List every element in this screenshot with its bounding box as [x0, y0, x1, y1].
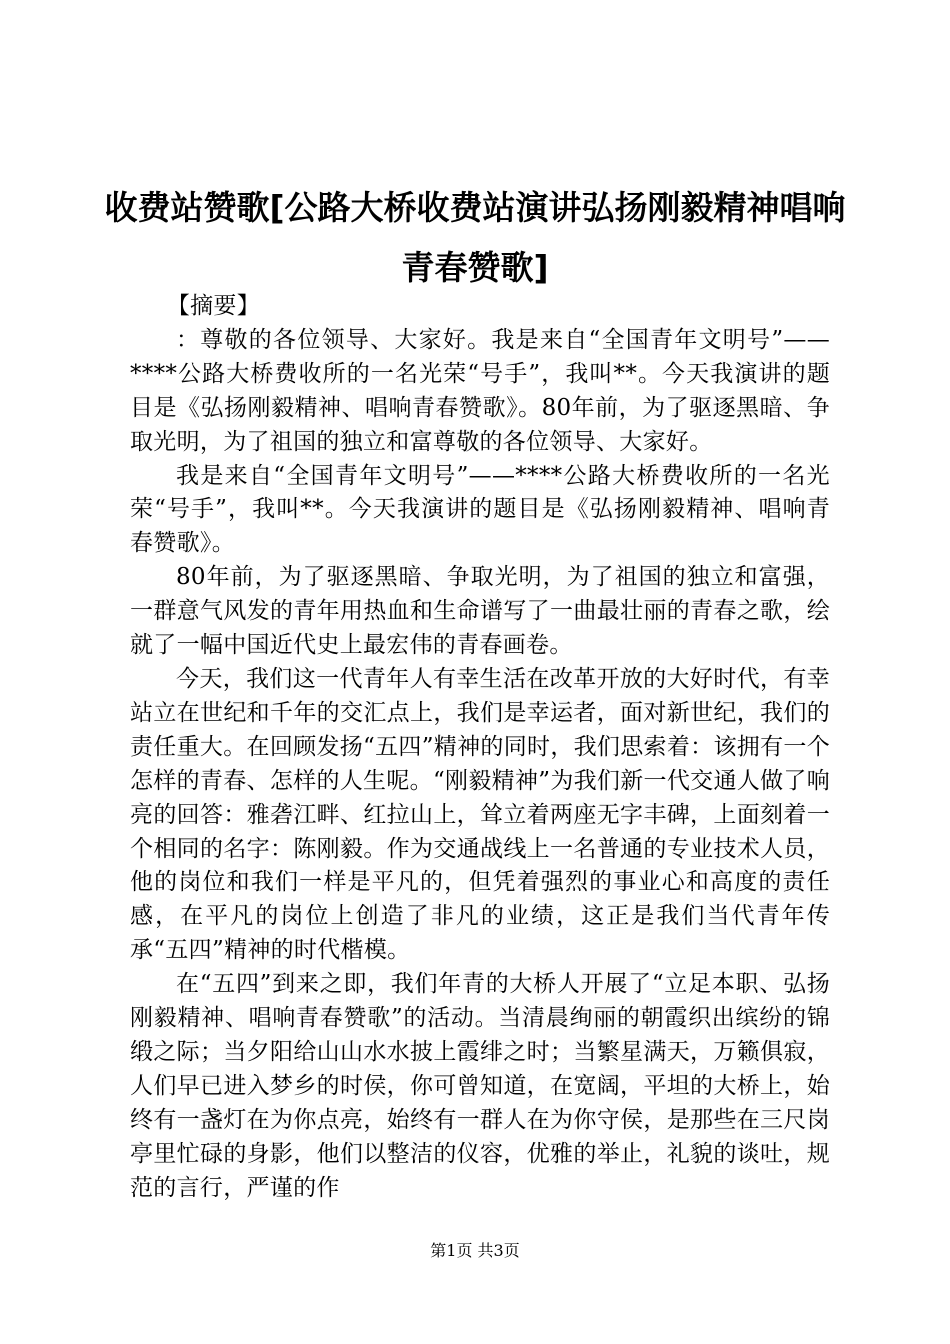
page-footer: 第1页 共3页 — [430, 1241, 520, 1260]
document-title: 收费站赞歌[公路大桥收费站演讲弘扬刚毅精神唱响青春赞歌] — [104, 188, 846, 287]
paragraph-4: 今天，我们这一代青年人有幸生活在改革开放的大好时代，有幸站立在世纪和千年的交汇点上，我们是幸运者，面对新世纪，我们的责任重大。在回顾发扬“五四”精神的同时，我们思索着：该拥有一个怎样的青春、怎样的人生呢。“刚毅精神”为我们新一代交通人做了响亮的回答：雅砻江畔、红拉山上，耸立着两座无字丰碑，上面刻着一个相同的名字：陈刚毅。作为交通战线上一名普通的专业技术人员，他的岗位和我们一样是平凡的，但凭着强烈的事业心和高度的责任感，在平凡的岗位上创造了非凡的业绩，这正是我们当代青年传承“五四”精神的时代楷模。 — [130, 665, 830, 964]
abstract-label: 【摘要】 — [166, 293, 260, 319]
paragraph-5: 在“五四”到来之即，我们年青的大桥人开展了“立足本职、弘扬刚毅精神、唱响青春赞歌”的活动。当清晨绚丽的朝霞织出缤纷的锦缎之际；当夕阳给山山水水披上霞绯之时；当繁星满天，万籁俱寂，人们早已进入梦乡的时侯，你可曾知道，在宽阔，平坦的大桥上，始终有一盏灯在为你点亮，始终有一群人在为你守侯，是那些在三尺岗亭里忙碌的身影，他们以整洁的仪容，优雅的举止，礼貌的谈吐，规范的言行，严谨的作 — [130, 971, 830, 1201]
document-body — [130, 290, 830, 1205]
paragraph-3: 80年前，为了驱逐黑暗、争取光明，为了祖国的独立和富强，一群意气风发的青年用热血和生命谱写了一曲最壮丽的青春之歌，绘就了一幅中国近代史上最宏伟的青春画卷。 — [130, 564, 830, 659]
paragraph-1: ：尊敬的各位领导、大家好。我是来自“全国青年文明号”——****公路大桥费收所的一名光荣“号手”，我叫**。今天我演讲的题目是《弘扬刚毅精神、唱响青春赞歌》。80年前，为了驱逐黑暗、争取光明，为了祖国的独立和富尊敬的各位领导、大家好。 — [130, 326, 830, 455]
paragraph-2: 我是来自“全国青年文明号”——****公路大桥费收所的一名光荣“号手”，我叫**。今天我演讲的题目是《弘扬刚毅精神、唱响青春赞歌》。 — [130, 462, 830, 557]
